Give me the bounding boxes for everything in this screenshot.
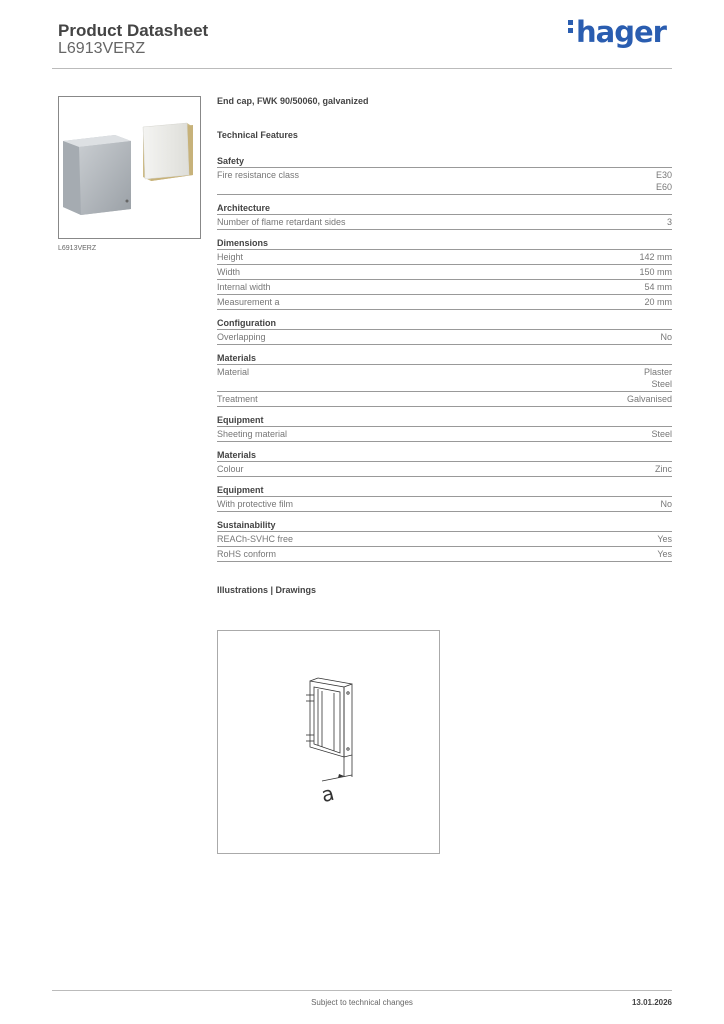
feature-row (217, 392, 672, 407)
feature-value (655, 463, 672, 475)
product-image-caption: L6913VERZ (58, 245, 97, 252)
feature-sections (217, 156, 672, 562)
feature-value (667, 216, 672, 228)
logo-text: hager (576, 15, 666, 49)
feature-section (217, 318, 672, 345)
section-title: Configuration (217, 318, 672, 330)
product-image (58, 96, 201, 239)
feature-row (217, 365, 672, 392)
product-name: End cap, FWK 90/50060, galvanized (217, 96, 369, 106)
feature-value-line: E60 (655, 182, 672, 192)
feature-value-line: 142 mm (639, 252, 672, 262)
feature-value-line: Steel (651, 379, 672, 389)
section-title: Architecture (217, 203, 672, 215)
section-title: Sustainability (217, 520, 672, 532)
feature-row (217, 462, 672, 477)
feature-value (644, 366, 672, 390)
feature-section (217, 203, 672, 230)
feature-row (217, 547, 672, 562)
feature-value (651, 428, 672, 440)
section-title: Materials (217, 450, 672, 462)
feature-value-line: 20 mm (644, 297, 672, 307)
feature-label: Width (217, 267, 241, 277)
page-title: Product Datasheet (58, 21, 209, 40)
feature-label: RoHS conform (217, 549, 277, 559)
feature-value (644, 296, 672, 308)
feature-row (217, 168, 672, 195)
feature-value (657, 548, 672, 560)
feature-value (660, 331, 672, 343)
illustrations-heading: Illustrations | Drawings (217, 585, 317, 595)
feature-value (627, 393, 672, 405)
feature-value (639, 251, 672, 263)
feature-row (217, 265, 672, 280)
feature-section (217, 415, 672, 442)
feature-label: Material (217, 367, 250, 377)
feature-label: Colour (217, 464, 244, 474)
feature-section (217, 520, 672, 562)
hager-logo[interactable] (568, 15, 666, 49)
technical-features-heading: Technical Features (217, 130, 298, 140)
feature-label: REACh-SVHC free (217, 534, 294, 544)
feature-label: Height (217, 252, 244, 262)
feature-value-line: 150 mm (639, 267, 672, 277)
feature-value (660, 498, 672, 510)
footer-divider (52, 990, 672, 991)
logo-dots-icon (568, 20, 574, 36)
footer-date: 13.01.2026 (631, 998, 672, 1007)
feature-label: Sheeting material (217, 429, 288, 439)
feature-row (217, 330, 672, 345)
feature-row (217, 532, 672, 547)
section-title: Dimensions (217, 238, 672, 250)
feature-section (217, 485, 672, 512)
feature-label: Internal width (217, 282, 271, 292)
feature-value-line: 3 (666, 217, 672, 227)
feature-label: Treatment (217, 394, 258, 404)
feature-value-line: E30 (655, 170, 672, 180)
feature-value-line: Steel (651, 429, 672, 439)
feature-label: With protective film (217, 499, 294, 509)
feature-label: Overlapping (217, 332, 266, 342)
feature-label: Fire resistance class (217, 170, 300, 180)
feature-value (639, 266, 672, 278)
section-title: Equipment (217, 485, 672, 497)
feature-label: Number of flame retardant sides (217, 217, 346, 227)
section-title: Equipment (217, 415, 672, 427)
feature-value-line: Yes (657, 534, 672, 544)
feature-row (217, 215, 672, 230)
feature-value (656, 169, 672, 193)
feature-value (657, 533, 672, 545)
feature-row (217, 250, 672, 265)
feature-value-line: Yes (657, 549, 672, 559)
feature-row (217, 427, 672, 442)
product-code: L6913VERZ (58, 40, 146, 57)
technical-drawing (217, 630, 440, 854)
datasheet-content (217, 96, 672, 599)
feature-section (217, 156, 672, 195)
feature-value-line: Galvanised (626, 394, 672, 404)
feature-section (217, 353, 672, 407)
feature-row (217, 497, 672, 512)
feature-section (217, 238, 672, 310)
feature-value-line: Zinc (654, 464, 672, 474)
section-title: Safety (217, 156, 672, 168)
end-cap-photo (59, 97, 200, 238)
dimension-label-a: a (318, 780, 337, 808)
feature-section (217, 450, 672, 477)
feature-label: Measurement a (217, 297, 280, 307)
header-divider (52, 68, 672, 69)
feature-value-line: 54 mm (644, 282, 672, 292)
feature-row (217, 295, 672, 310)
end-cap-drawing (218, 631, 439, 853)
feature-value-line: No (660, 499, 672, 509)
feature-value-line: No (660, 332, 672, 342)
feature-row (217, 280, 672, 295)
section-title: Materials (217, 353, 672, 365)
feature-value-line: Plaster (643, 367, 672, 377)
feature-value (644, 281, 672, 293)
footer-note: Subject to technical changes (311, 998, 413, 1007)
